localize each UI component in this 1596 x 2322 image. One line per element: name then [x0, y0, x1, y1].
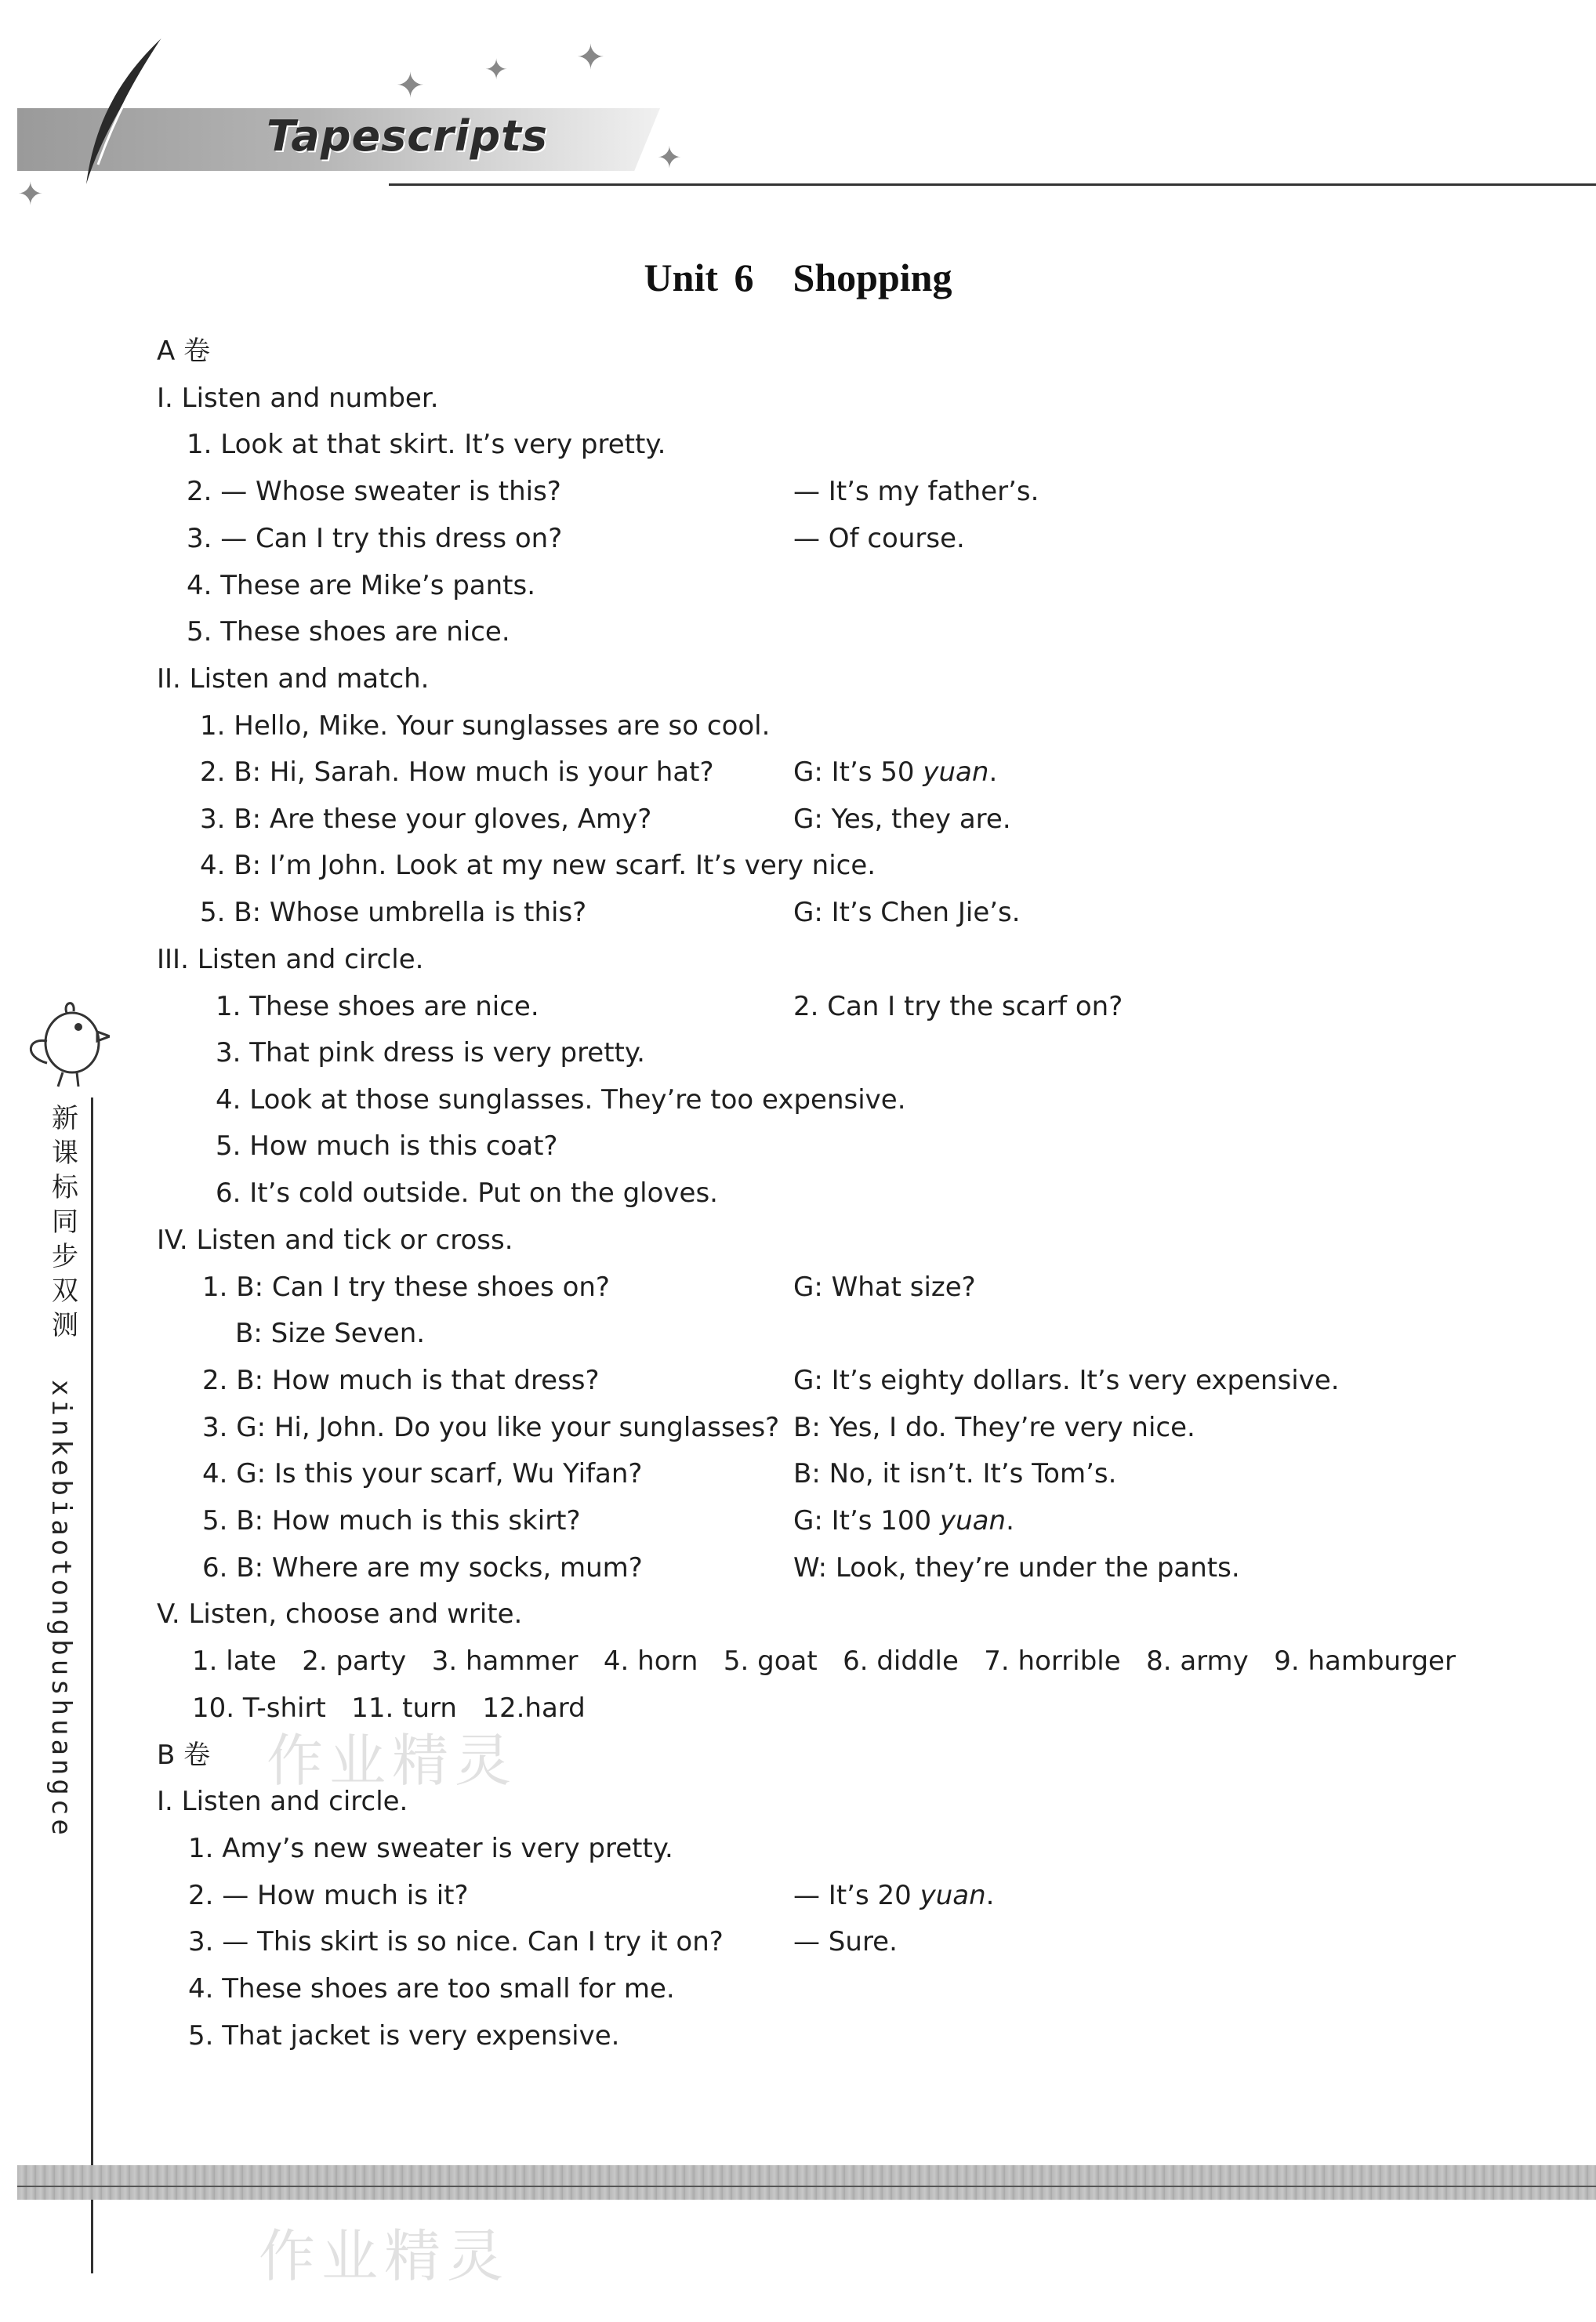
script-line: 5. How much is this coat? [216, 1130, 558, 1162]
part-heading: II. Listen and match. [157, 663, 430, 695]
script-line: 6. It’s cold outside. Put on the gloves. [216, 1177, 718, 1209]
section-label: A 卷 [157, 336, 211, 367]
page-title [0, 255, 1596, 300]
script-line: 2. B: How much is that dress? [202, 1365, 600, 1396]
part-heading: I. Listen and number. [157, 383, 439, 414]
script-line: 2. — How much is it? [188, 1880, 469, 1911]
script-line: — Of course. [793, 523, 965, 554]
script-line: 4. These are Mike’s pants. [187, 570, 536, 601]
feather-icon [71, 31, 172, 188]
script-line: 4. Look at those sunglasses. They’re too expensive. [216, 1084, 906, 1116]
footer-band [17, 2165, 1596, 2200]
part-heading: I. Listen and circle. [157, 1786, 408, 1817]
script-line: 5. These shoes are nice. [187, 616, 510, 648]
script-line: 4. B: I’m John. Look at my new scarf. It’s very nice. [200, 850, 876, 881]
script-line: B: No, it isn’t. It’s Tom’s. [793, 1458, 1117, 1489]
part-heading: V. Listen, choose and write. [157, 1598, 523, 1630]
script-line: 4. G: Is this your scarf, Wu Yifan? [202, 1458, 643, 1489]
script-line: 2. B: Hi, Sarah. How much is your hat? [200, 756, 714, 788]
script-line: 1. B: Can I try these shoes on? [202, 1272, 610, 1303]
script-line: 2. Can I try the scarf on? [793, 991, 1123, 1022]
script-line: G: It’s 50 yuan. [793, 756, 998, 788]
part-heading: III. Listen and circle. [157, 944, 424, 975]
script-line: 1. Amy’s new sweater is very pretty. [188, 1833, 673, 1864]
part-heading: IV. Listen and tick or cross. [157, 1224, 513, 1256]
script-line: 3. — This skirt is so nice. Can I try it on? [188, 1926, 724, 1957]
script-line: 1. Look at that skirt. It’s very pretty. [187, 429, 666, 460]
footer-rule [17, 2186, 1596, 2187]
script-line: 1. These shoes are nice. [216, 991, 539, 1022]
script-line: 10. T-shirt 11. turn 12.hard [192, 1693, 586, 1724]
script-line: W: Look, they’re under the pants. [793, 1552, 1240, 1584]
script-line: 3. That pink dress is very pretty. [216, 1037, 645, 1068]
script-line: — Sure. [793, 1926, 898, 1957]
unit-label: Unit 6 [644, 256, 754, 299]
script-line: G: What size? [793, 1272, 976, 1303]
star-icon: ✦ [657, 140, 682, 175]
sidebar-series-title: 新 课 标 同 步 双 测 [52, 1103, 78, 1341]
script-line: G: Yes, they are. [793, 804, 1011, 835]
script-line: 5. B: How much is this skirt? [202, 1505, 581, 1537]
header-title: Tapescripts [267, 111, 549, 161]
script-line: 5. B: Whose umbrella is this? [200, 897, 587, 928]
unit-topic: Shopping [793, 256, 952, 299]
star-icon: ✦ [17, 176, 44, 212]
star-icon: ✦ [396, 66, 425, 106]
script-line: 2. — Whose sweater is this? [187, 476, 561, 507]
script-line: G: It’s 100 yuan. [793, 1505, 1014, 1537]
bird-icon [24, 994, 110, 1088]
header-rule [389, 183, 1596, 186]
star-icon: ✦ [576, 38, 605, 78]
script-line: 1. late 2. party 3. hammer 4. horn 5. goat 6. diddle 7. horrible 8. army 9. hamburger [192, 1645, 1456, 1677]
script-line: 5. That jacket is very expensive. [188, 2020, 620, 2052]
sidebar-series-pinyin: xinkebiaotongbushuangce [45, 1380, 77, 1839]
script-line: B: Size Seven. [235, 1318, 426, 1349]
sidebar-divider [91, 1098, 93, 2273]
script-line: 3. G: Hi, John. Do you like your sunglasses? [202, 1412, 780, 1443]
script-line: 4. These shoes are too small for me. [188, 1973, 675, 2005]
script-line: B: Yes, I do. They’re very nice. [793, 1412, 1195, 1443]
section-label: B 卷 [157, 1740, 211, 1771]
script-line: 3. B: Are these your gloves, Amy? [200, 804, 652, 835]
script-line: G: It’s Chen Jie’s. [793, 897, 1021, 928]
script-line: 3. — Can I try this dress on? [187, 523, 563, 554]
script-line: — It’s my father’s. [793, 476, 1039, 507]
script-line: G: It’s eighty dollars. It’s very expensive. [793, 1365, 1340, 1396]
script-line: — It’s 20 yuan. [793, 1880, 995, 1911]
script-line: 6. B: Where are my socks, mum? [202, 1552, 643, 1584]
watermark: 作业精灵 [259, 2223, 510, 2289]
star-icon: ✦ [484, 54, 509, 86]
watermark: 作业精灵 [267, 1728, 518, 1794]
script-line: 1. Hello, Mike. Your sunglasses are so cool. [200, 710, 771, 742]
